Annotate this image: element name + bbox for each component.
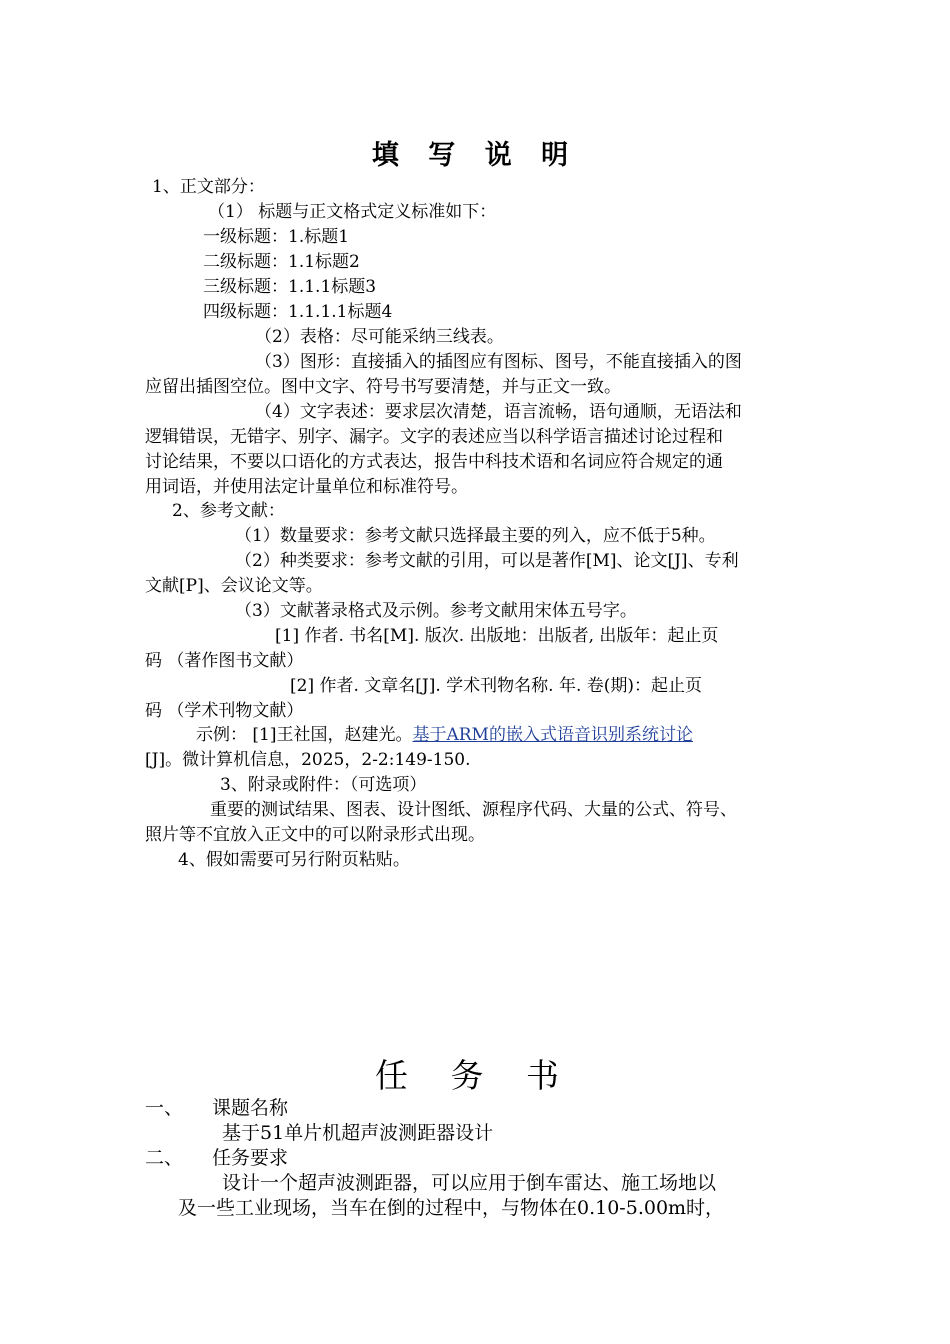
task-section-1-title: 课题名称 [212, 1097, 289, 1119]
heading-level-2: 二级标题：1.1标题2 [203, 252, 360, 272]
task-topic-name: 基于51单片机超声波测距器设计 [222, 1122, 494, 1144]
ref-format-journal-cont: 码 （学术刊物文献） [145, 701, 304, 721]
task-requirement-line-1: 设计一个超声波测距器，可以应用于倒车雷达、施工场地以 [222, 1172, 717, 1194]
item-1-2: （2）表格：尽可能采纳三线表。 [255, 327, 504, 347]
example-line-cont: [J]。微计算机信息，2025，2-2:149-150. [145, 750, 471, 770]
task-section-2-number: 二、 [145, 1147, 184, 1169]
example-line [196, 725, 693, 745]
section-1-heading: 1、正文部分： [152, 177, 265, 197]
task-section-1-number: 一、 [145, 1097, 184, 1119]
task-title: 任 务 书 [375, 1056, 575, 1095]
item-1-4-cont-2: 讨论结果，不要以口语化的方式表达，报告中科技术语和名词应符合规定的通 [145, 452, 723, 472]
item-1-3: （3）图形：直接插入的插图应有图标、图号，不能直接插入的图 [255, 352, 742, 372]
ref-format-book-cont: 码 （著作图书文献） [145, 651, 304, 671]
section-3-body-cont: 照片等不宜放入正文中的可以附录形式出现。 [145, 825, 485, 845]
item-1-4-cont-1: 逻辑错误，无错字、别字、漏字。文字的表述应当以科学语言描述讨论过程和 [145, 427, 723, 447]
section-4-heading: 4、假如需要可另行附页粘贴。 [178, 850, 410, 870]
section-2-heading: 2、参考文献： [172, 501, 285, 521]
ref-format-book: [1] 作者. 书名[M]. 版次. 出版地：出版者, 出版年：起止页 [275, 626, 719, 646]
task-requirement-line-2: 及一些工业现场，当车在倒的过程中，与物体在0.10-5.00m时， [178, 1197, 725, 1219]
item-1-4-cont-3: 用词语，并使用法定计量单位和标准符号。 [145, 477, 468, 497]
item-2-2-cont: 文献[P]、会议论文等。 [145, 576, 323, 596]
item-1-3-cont: 应留出插图空位。图中文字、符号书写要清楚，并与正文一致。 [145, 377, 621, 397]
item-1-1: （1） 标题与正文格式定义标准如下： [208, 202, 497, 222]
example-link[interactable]: 基于ARM的嵌入式语音识别系统讨论 [412, 725, 693, 745]
section-3-heading: 3、附录或附件：（可选项） [220, 775, 427, 795]
item-2-3: （3）文献著录格式及示例。参考文献用宋体五号字。 [235, 601, 637, 621]
heading-level-3: 三级标题：1.1.1标题3 [203, 277, 377, 297]
ref-format-journal: [2] 作者. 文章名[J]. 学术刊物名称. 年. 卷(期)：起止页 [290, 676, 703, 696]
heading-level-4: 四级标题：1.1.1.1标题4 [203, 302, 393, 322]
heading-level-1: 一级标题：1.标题1 [203, 227, 350, 247]
item-1-4: （4）文字表述：要求层次清楚，语言流畅，语句通顺，无语法和 [255, 402, 742, 422]
example-label: 示例： [1]王社国，赵建光。 [196, 725, 413, 745]
section-3-body: 重要的测试结果、图表、设计图纸、源程序代码、大量的公式、符号、 [210, 800, 737, 820]
instructions-title: 填 写 说 明 [371, 140, 579, 171]
item-2-2: （2）种类要求：参考文献的引用，可以是著作[M]、论文[J]、专利 [235, 551, 739, 571]
item-2-1: （1）数量要求：参考文献只选择最主要的列入，应不低于5种。 [235, 526, 716, 546]
task-section-2-title: 任务要求 [212, 1147, 289, 1169]
